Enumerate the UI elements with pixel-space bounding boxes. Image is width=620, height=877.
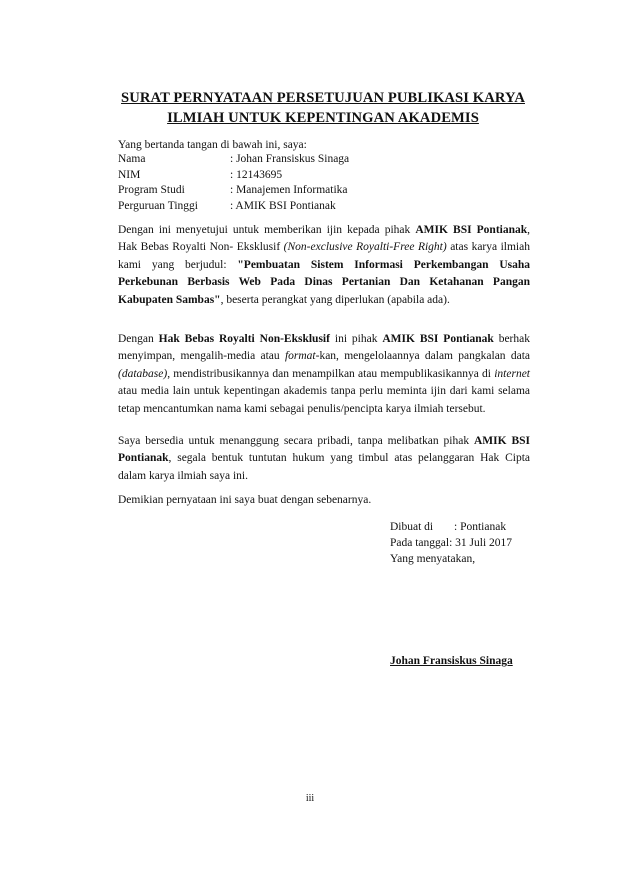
text-run: -kan, mengelolaannya dalam pangkalan data — [315, 350, 530, 363]
license-term: (Non-exclusive Royalti-Free Right) — [283, 241, 447, 254]
text-run: , mendistribusikannya dan menampilkan atau mempublikasikannya di — [167, 367, 495, 380]
work-title: "Pembuatan Sistem Informasi Perkembangan Usaha Perkebunan Berbasis Web Pada Dinas Pertanian Dan Ketahanan Pangan Kabupaten Sambas" — [118, 258, 530, 306]
paragraph-liability — [118, 433, 530, 485]
place-label: Dibuat di — [390, 521, 434, 533]
identity-label: NIM — [118, 168, 141, 181]
signatory-name: Johan Fransiskus Sinaga — [390, 655, 513, 667]
text-run: Dengan — [118, 333, 159, 345]
signature-place — [390, 519, 512, 535]
identity-row-nama — [118, 152, 349, 168]
paragraph-rights — [118, 331, 530, 418]
text-run: Saya bersedia untuk menanggung secara pribadi, tanpa melibatkan pihak — [118, 435, 474, 447]
text-run: berhak menyimpan, mengalih-media atau — [118, 333, 530, 363]
institution-name: AMIK BSI Pontianak — [118, 435, 530, 465]
document-title — [100, 88, 546, 128]
institution-name: AMIK BSI Pontianak — [415, 224, 528, 236]
identity-label: Perguruan Tinggi — [118, 199, 198, 212]
intro-text: Yang bertanda tangan di bawah ini, saya: — [118, 139, 307, 151]
italic-term: (database) — [118, 367, 168, 380]
italic-term: internet — [494, 367, 530, 380]
text-run: ini pihak — [329, 333, 383, 345]
signature-block — [390, 519, 512, 567]
place-value: : Pontianak — [454, 521, 507, 533]
identity-label: Program Studi — [118, 184, 185, 196]
title-line-1: SURAT PERNYATAAN PERSETUJUAN PUBLIKASI KARYA — [121, 90, 525, 106]
paragraph-agreement — [118, 222, 530, 309]
text-run: Dengan ini menyetujui untuk memberikan ijin kepada pihak — [118, 224, 416, 236]
identity-value: : 12143695 — [230, 168, 283, 181]
text-run: atau media lain untuk kepentingan akademis tanpa perlu meminta ijin dari kami selama tetap mencantumkan nama kami sebagai penulis/pencipta karya ilmiah tersebut. — [118, 385, 530, 415]
identity-row-program-studi — [118, 183, 349, 199]
page-number: iii — [305, 793, 315, 804]
italic-term: format — [284, 350, 316, 363]
paragraph-closing: Demikian pernyataan ini saya buat dengan sebenarnya. — [118, 494, 372, 506]
identity-label: Nama — [118, 153, 146, 165]
identity-value: : Johan Fransiskus Sinaga — [230, 153, 350, 165]
title-line-2: ILMIAH UNTUK KEPENTINGAN AKADEMIS — [167, 110, 479, 126]
identity-value: : AMIK BSI Pontianak — [230, 199, 336, 212]
text-run: , beserta perangkat yang diperlukan (apabila ada). — [220, 293, 450, 306]
institution-name: AMIK BSI Pontianak — [382, 333, 494, 345]
text-run: , segala bentuk tuntutan hukum yang timbul atas pelanggaran Hak Cipta dalam karya ilmiah saya ini. — [118, 452, 530, 482]
signature-closing: Yang menyatakan, — [390, 553, 476, 565]
identity-table — [118, 152, 349, 214]
signature-date: Pada tanggal: 31 Juli 2017 — [390, 537, 513, 549]
identity-row-perguruan-tinggi — [118, 199, 349, 215]
text-run: atas karya ilmiah kami yang berjudul: — [118, 241, 530, 271]
identity-row-nim — [118, 168, 349, 184]
text-run: , Hak Bebas Royalti Non- Eksklusif — [118, 224, 531, 254]
license-name: Hak Bebas Royalti Non-Eksklusif — [158, 333, 330, 345]
identity-value: : Manajemen Informatika — [230, 184, 348, 196]
